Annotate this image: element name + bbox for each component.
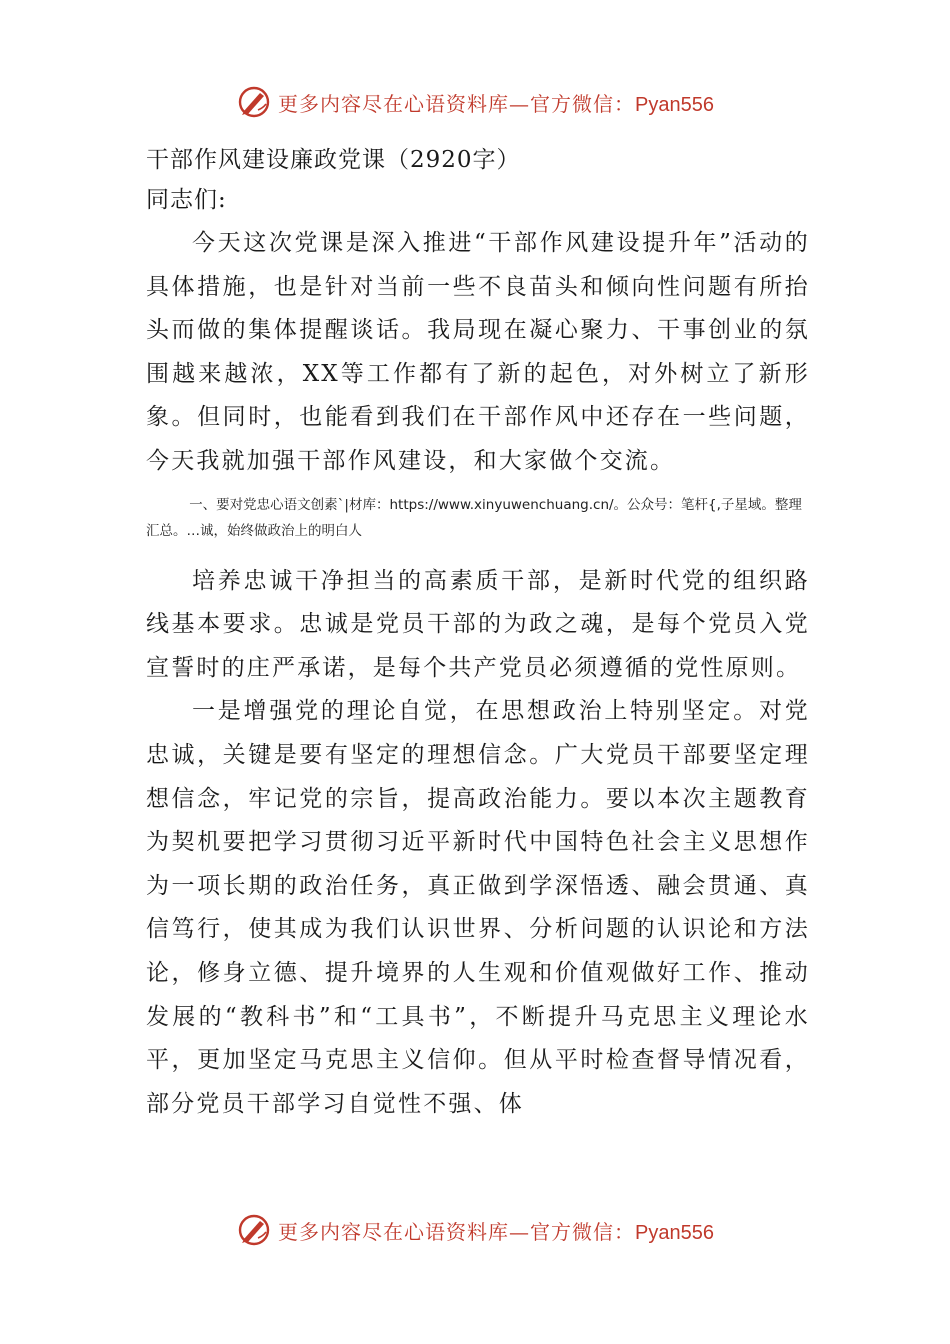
paragraph-loyalty: 培养忠诚干净担当的高素质干部，是新时代党的组织路线基本要求。忠诚是党员干部的为政之魂，是每个党员入党宣誓时的庄严承诺，是每个共产党员必须遵循的党性原则。 (146, 567, 810, 681)
greeting: 同志们: (146, 187, 227, 213)
pen-seal-logo-icon (236, 1212, 272, 1248)
watermark-handle: Pyan556 (635, 93, 714, 116)
watermark-banner-top (0, 80, 950, 124)
document-title: 干部作风建设廉政党课（2920字） (146, 147, 521, 173)
section-heading-note: 一、要对党忠心语文创素`|材库：https://www.xinyuwenchuang.cn/。公众号：笔杆{,子星域。整理汇总。…诚，始终做政治上的明白人 (146, 496, 802, 539)
watermark-text: 更多内容尽在心语资料库—官方微信：Pyan556 (278, 1219, 714, 1244)
document-body (146, 140, 810, 1126)
watermark-text: 更多内容尽在心语资料库—官方微信：Pyan556 (278, 91, 714, 116)
paragraph-intro: 今天这次党课是深入推进“干部作风建设提升年”活动的具体措施，也是针对当前一些不良苗头和倾向性问题有所抬头而做的集体提醒谈话。我局现在凝心聚力、干事创业的氛围越来越浓，XX等工作都有了新的起色，对外树立了新形象。但同时，也能看到我们在干部作风中还存在一些问题，今天我就加强干部作风建设，和大家做个交流。 (146, 230, 810, 474)
paragraph-theory: 一是增强党的理论自觉，在思想政治上特别坚定。对党忠诚，关键是要有坚定的理想信念。广大党员干部要坚定理想信念，牢记党的宗旨，提高政治能力。要以本次主题教育为契机要把学习贯彻习近平新时代中国特色社会主义思想作为一项长期的政治任务，真正做到学深悟透、融会贯通、真信笃行，使其成为我们认识世界、分析问题的认识论和方法论，修身立德、提升境界的人生观和价值观做好工作、推动发展的“教科书”和“工具书”，不断提升马克思主义理论水平，更加坚定马克思主义信仰。但从平时检查督导情况看，部分党员干部学习自觉性不强、体 (146, 698, 810, 1117)
watermark-banner-bottom (0, 1208, 950, 1252)
pen-seal-logo-icon (236, 84, 272, 120)
watermark-handle: Pyan556 (635, 1221, 714, 1244)
